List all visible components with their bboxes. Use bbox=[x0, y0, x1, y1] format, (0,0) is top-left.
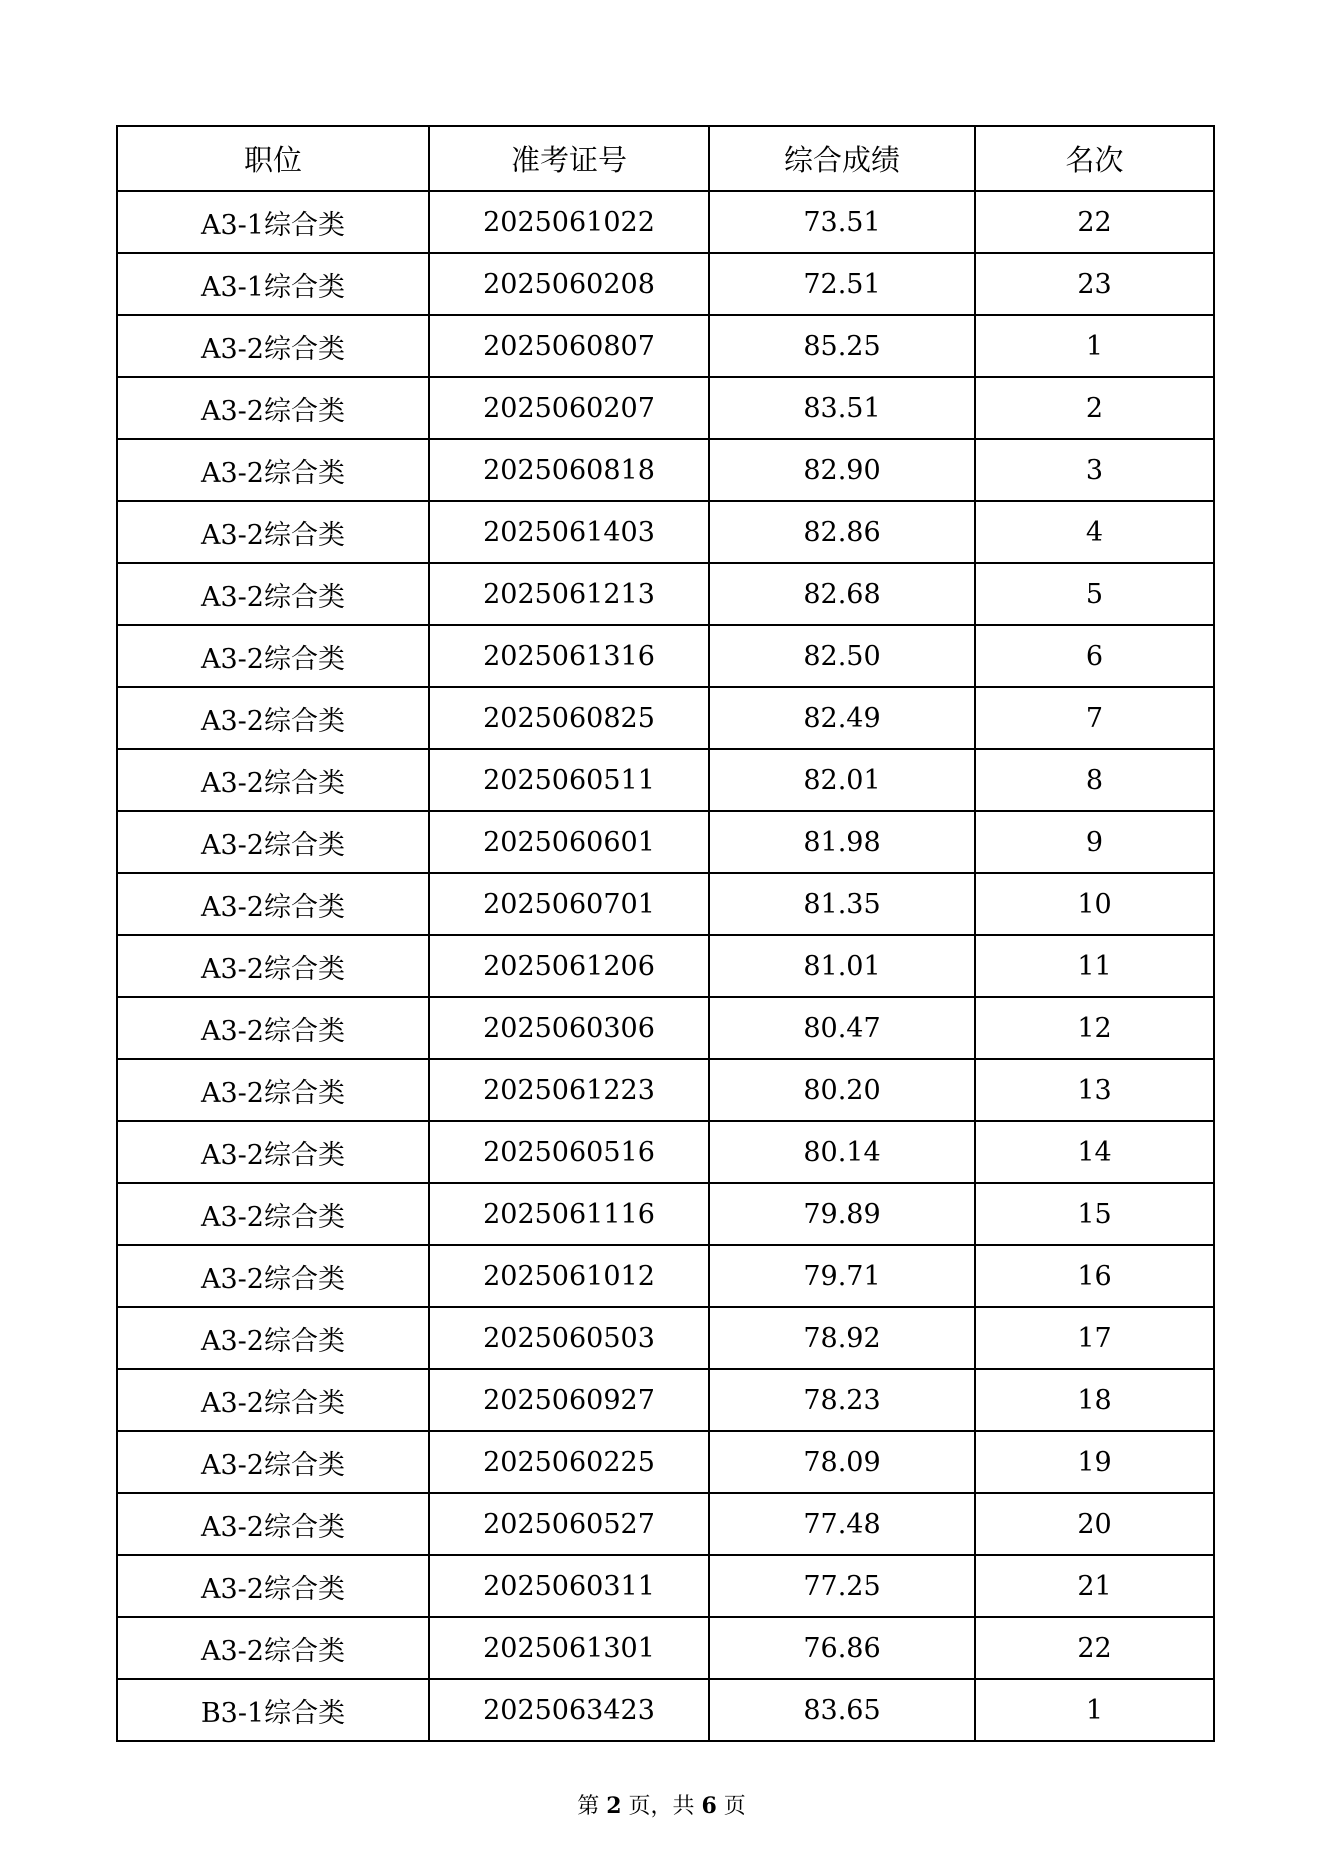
cell-exam-number: 2025061403 bbox=[429, 501, 709, 563]
cell-exam-number: 2025061223 bbox=[429, 1059, 709, 1121]
cell-total-score: 82.86 bbox=[709, 501, 975, 563]
table-row bbox=[117, 1245, 1214, 1307]
cell-total-score: 80.20 bbox=[709, 1059, 975, 1121]
cell-position: A3-2综合类 bbox=[117, 439, 429, 501]
table-row bbox=[117, 1679, 1214, 1741]
header-row bbox=[117, 126, 1214, 191]
cell-rank: 7 bbox=[975, 687, 1214, 749]
cell-rank: 16 bbox=[975, 1245, 1214, 1307]
cell-position: A3-2综合类 bbox=[117, 1059, 429, 1121]
cell-position: A3-2综合类 bbox=[117, 1431, 429, 1493]
cell-rank: 22 bbox=[975, 1617, 1214, 1679]
table-row bbox=[117, 315, 1214, 377]
cell-exam-number: 2025060927 bbox=[429, 1369, 709, 1431]
cell-total-score: 82.01 bbox=[709, 749, 975, 811]
cell-rank: 19 bbox=[975, 1431, 1214, 1493]
header-position: 职位 bbox=[117, 126, 429, 191]
cell-exam-number: 2025061301 bbox=[429, 1617, 709, 1679]
table-row bbox=[117, 1431, 1214, 1493]
cell-exam-number: 2025060503 bbox=[429, 1307, 709, 1369]
table-row bbox=[117, 1307, 1214, 1369]
table-row bbox=[117, 625, 1214, 687]
cell-position: A3-2综合类 bbox=[117, 935, 429, 997]
header-rank: 名次 bbox=[975, 126, 1214, 191]
cell-rank: 1 bbox=[975, 1679, 1214, 1741]
table-row bbox=[117, 1121, 1214, 1183]
cell-total-score: 76.86 bbox=[709, 1617, 975, 1679]
cell-exam-number: 2025061316 bbox=[429, 625, 709, 687]
cell-total-score: 78.09 bbox=[709, 1431, 975, 1493]
cell-position: A3-2综合类 bbox=[117, 1121, 429, 1183]
cell-total-score: 72.51 bbox=[709, 253, 975, 315]
cell-exam-number: 2025060818 bbox=[429, 439, 709, 501]
cell-total-score: 81.01 bbox=[709, 935, 975, 997]
table-row bbox=[117, 811, 1214, 873]
footer-total-pages: 6 bbox=[701, 1793, 717, 1819]
cell-exam-number: 2025060225 bbox=[429, 1431, 709, 1493]
table-row bbox=[117, 1183, 1214, 1245]
cell-position: A3-2综合类 bbox=[117, 1555, 429, 1617]
table-row bbox=[117, 191, 1214, 253]
cell-position: A3-2综合类 bbox=[117, 315, 429, 377]
cell-total-score: 82.50 bbox=[709, 625, 975, 687]
cell-exam-number: 2025060601 bbox=[429, 811, 709, 873]
cell-rank: 14 bbox=[975, 1121, 1214, 1183]
cell-total-score: 79.89 bbox=[709, 1183, 975, 1245]
cell-rank: 3 bbox=[975, 439, 1214, 501]
cell-rank: 21 bbox=[975, 1555, 1214, 1617]
cell-rank: 15 bbox=[975, 1183, 1214, 1245]
table-row bbox=[117, 253, 1214, 315]
cell-total-score: 79.71 bbox=[709, 1245, 975, 1307]
cell-position: A3-2综合类 bbox=[117, 377, 429, 439]
cell-total-score: 82.49 bbox=[709, 687, 975, 749]
cell-total-score: 83.51 bbox=[709, 377, 975, 439]
cell-exam-number: 2025060208 bbox=[429, 253, 709, 315]
cell-exam-number: 2025060527 bbox=[429, 1493, 709, 1555]
cell-rank: 2 bbox=[975, 377, 1214, 439]
cell-position: A3-2综合类 bbox=[117, 873, 429, 935]
cell-exam-number: 2025060825 bbox=[429, 687, 709, 749]
cell-exam-number: 2025061022 bbox=[429, 191, 709, 253]
table-header bbox=[117, 126, 1214, 191]
cell-exam-number: 2025061012 bbox=[429, 1245, 709, 1307]
cell-total-score: 85.25 bbox=[709, 315, 975, 377]
table-row bbox=[117, 563, 1214, 625]
cell-exam-number: 2025060516 bbox=[429, 1121, 709, 1183]
cell-rank: 20 bbox=[975, 1493, 1214, 1555]
page-footer bbox=[0, 1789, 1323, 1820]
cell-rank: 9 bbox=[975, 811, 1214, 873]
cell-total-score: 78.92 bbox=[709, 1307, 975, 1369]
cell-exam-number: 2025061213 bbox=[429, 563, 709, 625]
cell-exam-number: 2025060807 bbox=[429, 315, 709, 377]
cell-position: A3-2综合类 bbox=[117, 1369, 429, 1431]
cell-rank: 18 bbox=[975, 1369, 1214, 1431]
cell-rank: 8 bbox=[975, 749, 1214, 811]
cell-position: A3-2综合类 bbox=[117, 811, 429, 873]
cell-position: A3-2综合类 bbox=[117, 501, 429, 563]
cell-exam-number: 2025060701 bbox=[429, 873, 709, 935]
cell-position: A3-2综合类 bbox=[117, 563, 429, 625]
cell-exam-number: 2025060511 bbox=[429, 749, 709, 811]
cell-total-score: 81.98 bbox=[709, 811, 975, 873]
table-row bbox=[117, 1493, 1214, 1555]
cell-total-score: 73.51 bbox=[709, 191, 975, 253]
cell-total-score: 77.25 bbox=[709, 1555, 975, 1617]
cell-position: A3-2综合类 bbox=[117, 1245, 429, 1307]
cell-exam-number: 2025060207 bbox=[429, 377, 709, 439]
table-row bbox=[117, 377, 1214, 439]
cell-total-score: 80.14 bbox=[709, 1121, 975, 1183]
cell-exam-number: 2025060306 bbox=[429, 997, 709, 1059]
cell-position: A3-2综合类 bbox=[117, 1493, 429, 1555]
cell-exam-number: 2025061116 bbox=[429, 1183, 709, 1245]
table-row bbox=[117, 997, 1214, 1059]
table-row bbox=[117, 1555, 1214, 1617]
cell-total-score: 78.23 bbox=[709, 1369, 975, 1431]
cell-rank: 6 bbox=[975, 625, 1214, 687]
cell-position: A3-2综合类 bbox=[117, 1183, 429, 1245]
cell-exam-number: 2025061206 bbox=[429, 935, 709, 997]
cell-rank: 13 bbox=[975, 1059, 1214, 1121]
cell-exam-number: 2025063423 bbox=[429, 1679, 709, 1741]
cell-rank: 17 bbox=[975, 1307, 1214, 1369]
cell-rank: 22 bbox=[975, 191, 1214, 253]
table-row bbox=[117, 501, 1214, 563]
table-row bbox=[117, 935, 1214, 997]
cell-position: A3-1综合类 bbox=[117, 191, 429, 253]
table-row bbox=[117, 873, 1214, 935]
cell-rank: 5 bbox=[975, 563, 1214, 625]
footer-current-page: 2 bbox=[606, 1793, 622, 1819]
table-row bbox=[117, 1617, 1214, 1679]
table-body bbox=[117, 191, 1214, 1741]
table-row bbox=[117, 687, 1214, 749]
table-row bbox=[117, 1059, 1214, 1121]
cell-rank: 1 bbox=[975, 315, 1214, 377]
table-row bbox=[117, 1369, 1214, 1431]
cell-position: A3-2综合类 bbox=[117, 687, 429, 749]
cell-position: A3-2综合类 bbox=[117, 625, 429, 687]
footer-middle: 页，共 bbox=[621, 1794, 702, 1819]
cell-total-score: 83.65 bbox=[709, 1679, 975, 1741]
cell-rank: 12 bbox=[975, 997, 1214, 1059]
cell-total-score: 82.90 bbox=[709, 439, 975, 501]
cell-position: B3-1综合类 bbox=[117, 1679, 429, 1741]
cell-rank: 10 bbox=[975, 873, 1214, 935]
cell-position: A3-2综合类 bbox=[117, 1307, 429, 1369]
footer-suffix: 页 bbox=[716, 1794, 746, 1819]
cell-rank: 11 bbox=[975, 935, 1214, 997]
cell-total-score: 81.35 bbox=[709, 873, 975, 935]
header-total-score: 综合成绩 bbox=[709, 126, 975, 191]
cell-total-score: 82.68 bbox=[709, 563, 975, 625]
table-row bbox=[117, 439, 1214, 501]
cell-position: A3-2综合类 bbox=[117, 997, 429, 1059]
cell-position: A3-2综合类 bbox=[117, 749, 429, 811]
footer-prefix: 第 bbox=[577, 1794, 607, 1819]
cell-rank: 23 bbox=[975, 253, 1214, 315]
results-table bbox=[116, 125, 1215, 1742]
cell-total-score: 77.48 bbox=[709, 1493, 975, 1555]
cell-position: A3-2综合类 bbox=[117, 1617, 429, 1679]
header-exam-number: 准考证号 bbox=[429, 126, 709, 191]
cell-exam-number: 2025060311 bbox=[429, 1555, 709, 1617]
table-row bbox=[117, 749, 1214, 811]
cell-total-score: 80.47 bbox=[709, 997, 975, 1059]
cell-position: A3-1综合类 bbox=[117, 253, 429, 315]
cell-rank: 4 bbox=[975, 501, 1214, 563]
